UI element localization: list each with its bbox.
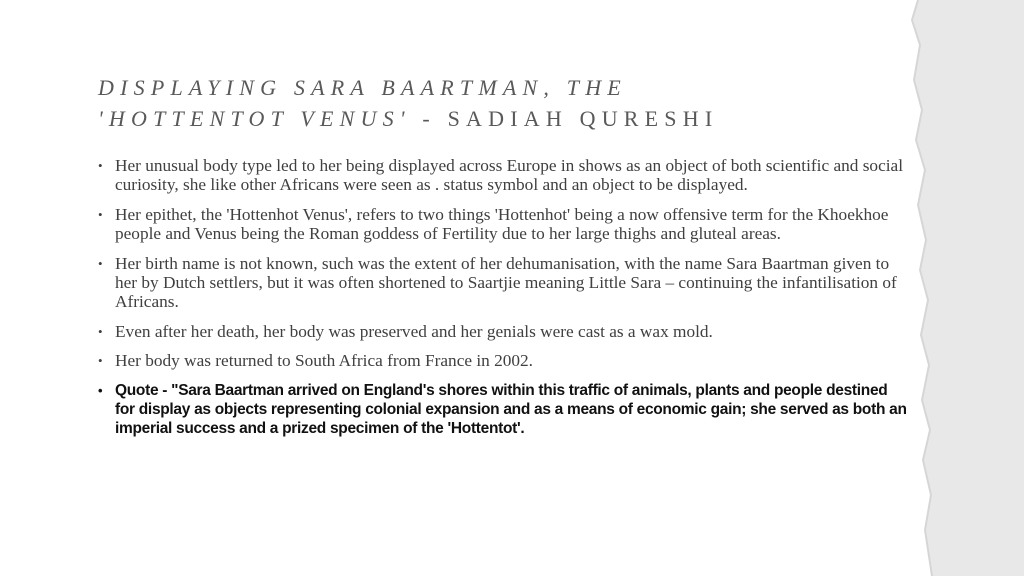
list-item (98, 322, 910, 341)
bullet-text: Her birth name is not known, such was the extent of her dehumanisation, with the name Sara Baartman given to her by Dutch settlers, but it was often shortened to Saartjie meaning Little Sara – continuing the infantilisation of Africans. (115, 253, 897, 312)
title-line-2-author: - SADIAH QURESHI (410, 106, 719, 131)
bullet-marker: • (98, 255, 103, 271)
bullet-list (98, 156, 910, 449)
list-item (98, 254, 910, 312)
bullet-marker: • (98, 382, 103, 398)
list-item (98, 205, 910, 244)
list-item (98, 351, 910, 370)
slide-title (98, 72, 898, 134)
bullet-text: Even after her death, her body was preserved and her genials were cast as a wax mold. (115, 321, 713, 341)
quote-item (98, 381, 910, 439)
bullet-marker: • (98, 353, 103, 369)
bullet-marker: • (98, 206, 103, 222)
title-line-2-italic: 'HOTTENTOT VENUS' (98, 106, 411, 131)
title-line-1: DISPLAYING SARA BAARTMAN, THE (98, 75, 627, 100)
bullet-text: Her body was returned to South Africa from France in 2002. (115, 351, 534, 371)
list-item (98, 156, 910, 195)
bullet-marker: • (98, 158, 103, 173)
bullet-marker: • (98, 323, 103, 339)
bullet-text: Her unusual body type led to her being displayed across Europe in shows as an object of both scientific and social curiosity, she like other Africans were seen as . status symbol and an object to be displayed. (115, 156, 904, 195)
quote-text: Quote - "Sara Baartman arrived on England's shores within this traffic of animals, plants and people destined for display as objects representing colonial expansion and as a means of economic gain; she served as both an imperial success and a prized specimen of the 'Hottentot'. (115, 381, 907, 438)
bullet-text: Her epithet, the 'Hottenhot Venus', refers to two things 'Hottenhot' being a now offensive term for the Khoekhoe people and Venus being the Roman goddess of Fertility due to her large thighs and gluteal areas. (115, 204, 889, 244)
